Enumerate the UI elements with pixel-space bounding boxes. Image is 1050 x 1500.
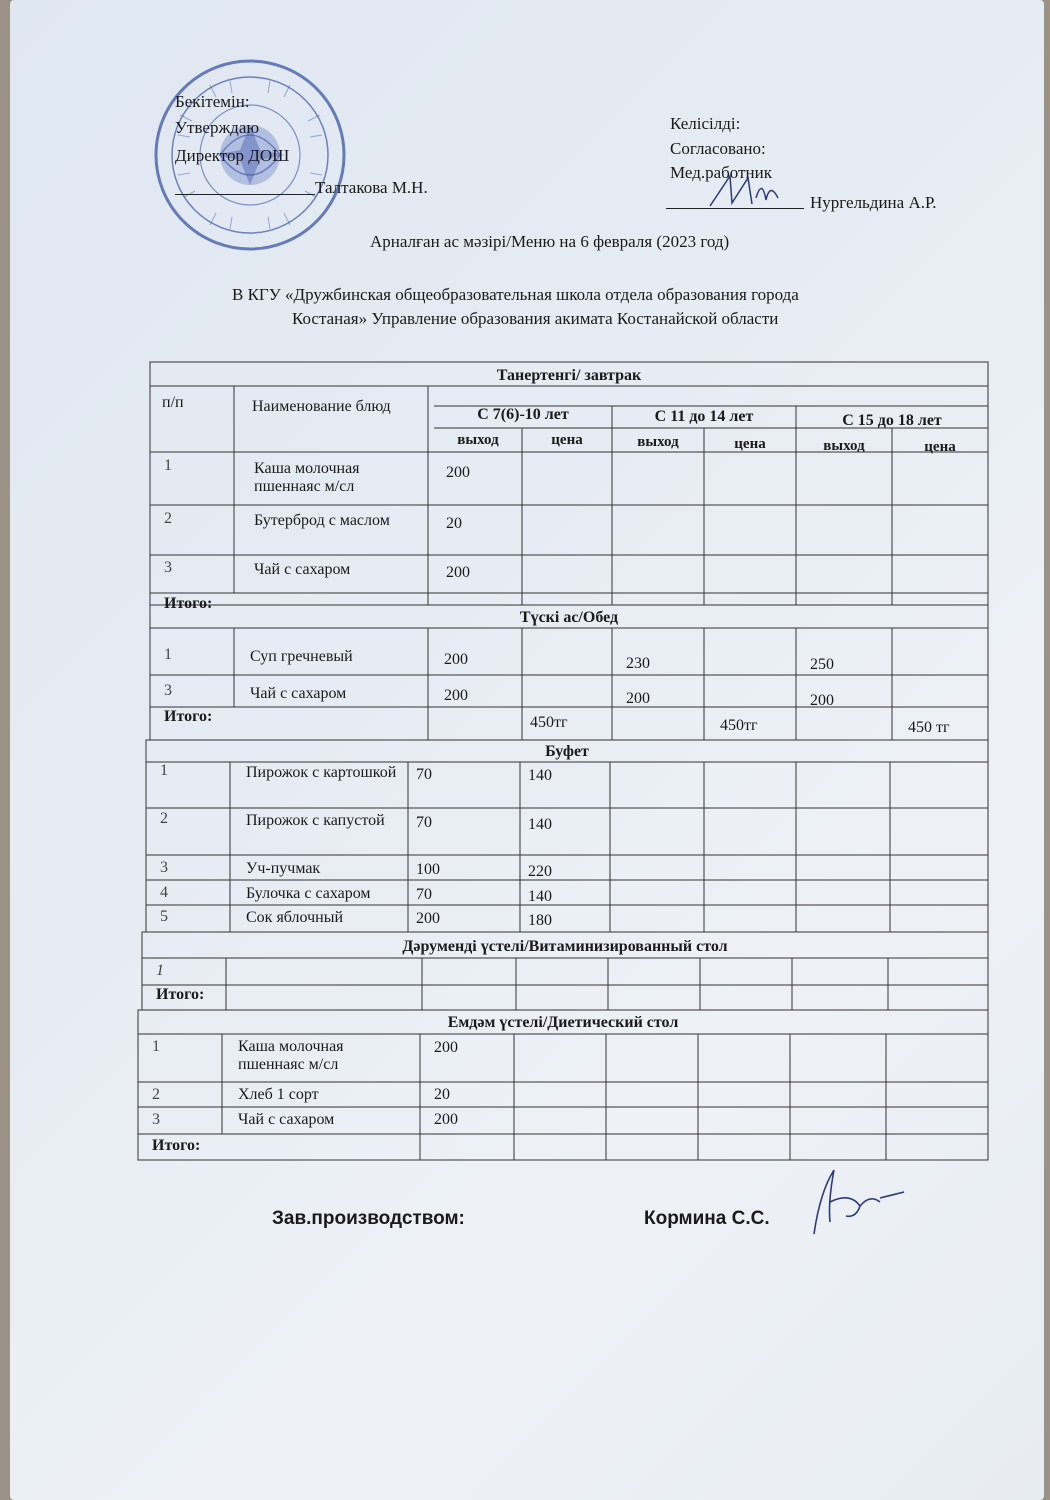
agree-ru-label: Согласовано: xyxy=(670,139,766,158)
vitamin-total-label: Итого: xyxy=(156,986,205,1003)
dish-name: Бутерброд с маслом xyxy=(254,512,390,529)
production-head-label: Зав.производством: xyxy=(272,1208,465,1229)
table-row: 3 xyxy=(164,559,172,576)
out-value: 20 xyxy=(446,515,462,532)
price-header-3: цена xyxy=(924,439,956,455)
director-title-label: Директор ДОШ xyxy=(175,146,290,165)
diet-section-title: Емдәм үстелi/Диетический стол xyxy=(447,1014,679,1031)
table-row: 1 xyxy=(160,762,168,779)
lunch-section-title: Түскі ас/Обед xyxy=(519,609,619,626)
lunch-total-price-1: 450тг xyxy=(530,714,568,731)
med-worker-label: Мед.работник xyxy=(670,163,772,182)
document-sheet xyxy=(10,0,1044,1500)
table-row: 5 xyxy=(160,908,168,925)
breakfast-total-label: Итого: xyxy=(164,595,213,612)
lunch-total-label: Итого: xyxy=(164,708,213,725)
table-row: 1 xyxy=(164,646,172,663)
dish-name: Каша молочная пшеннаяс м/сл xyxy=(238,1038,344,1074)
out-value: 200 xyxy=(434,1111,458,1128)
out-header-3: выход xyxy=(823,438,865,454)
org-line-1: В КГУ «Дружбинская общеобразовательная школа отдела образования города xyxy=(232,285,799,304)
out-value: 200 xyxy=(444,687,468,704)
diet-total-label: Итого: xyxy=(152,1137,201,1154)
price-value: 140 xyxy=(528,767,552,784)
agree-kz-label: Келісілді: xyxy=(670,114,741,133)
out-value: 70 xyxy=(416,886,432,903)
out-value: 20 xyxy=(434,1086,450,1103)
dish-name: Уч-пучмак xyxy=(246,860,321,877)
approve-kz-label: Бекітемін: xyxy=(175,92,250,111)
dish-name: Суп гречневый xyxy=(250,648,353,665)
out-header-1: выход xyxy=(457,432,499,448)
price-value: 220 xyxy=(528,863,552,880)
out-value: 250 xyxy=(810,656,834,673)
table-row: 3 xyxy=(160,859,168,876)
table-row: 1 xyxy=(152,1038,160,1055)
col-name-header: Наименование блюд xyxy=(252,398,391,415)
dish-name: Каша молочная пшеннаяс м/сл xyxy=(254,460,360,496)
table-row: 2 xyxy=(164,510,172,527)
dish-name: Хлеб 1 сорт xyxy=(238,1086,319,1103)
dish-name: Чай с сахаром xyxy=(238,1111,335,1128)
dish-name: Чай с сахаром xyxy=(254,561,351,578)
menu-title: Арналған ас мәзірі/Меню на 6 февраля (2023 год) xyxy=(370,232,730,251)
table-row: 2 xyxy=(160,810,168,827)
out-value: 200 xyxy=(416,910,440,927)
table-row: 2 xyxy=(152,1086,160,1103)
out-value: 230 xyxy=(626,655,650,672)
col-number-header: п/п xyxy=(162,394,184,411)
out-value: 70 xyxy=(416,766,432,783)
dish-name: Пирожок с капустой xyxy=(246,812,385,829)
out-value: 200 xyxy=(444,651,468,668)
table-row: 1 xyxy=(164,457,172,474)
approve-ru-label: Утверждаю xyxy=(175,118,260,137)
age-group-3-header: С 15 до 18 лет xyxy=(842,412,942,429)
price-value: 180 xyxy=(528,912,552,929)
buffet-section-title: Буфет xyxy=(545,743,589,760)
lunch-total-price-2: 450тг xyxy=(720,717,758,734)
table-row: 1 xyxy=(156,962,164,979)
vitamin-section-title: Дәрумендi үстелi/Витаминизированный стол xyxy=(402,938,728,955)
table-row: 3 xyxy=(152,1111,160,1128)
age-group-2-header: С 11 до 14 лет xyxy=(654,408,754,425)
production-head-signature xyxy=(800,1162,910,1242)
table-row: 4 xyxy=(160,884,168,901)
breakfast-section-title: Танертенгі/ завтрак xyxy=(496,367,642,384)
out-value: 200 xyxy=(626,690,650,707)
price-header-1: цена xyxy=(551,432,583,448)
price-value: 140 xyxy=(528,816,552,833)
dish-name: Чай с сахаром xyxy=(250,685,347,702)
table-row: 3 xyxy=(164,682,172,699)
production-head-name: Кормина С.С. xyxy=(644,1208,770,1229)
price-header-2: цена xyxy=(734,436,766,452)
dish-name: Пирожок с картошкой xyxy=(246,764,397,781)
out-value: 200 xyxy=(434,1039,458,1056)
director-name: Талтакова М.Н. xyxy=(315,178,428,197)
dish-name: Булочка с сахаром xyxy=(246,885,371,902)
out-value: 70 xyxy=(416,814,432,831)
out-value: 200 xyxy=(446,564,470,581)
med-worker-name: Нургельдина А.Р. xyxy=(810,193,937,212)
out-value: 100 xyxy=(416,861,440,878)
age-group-1-header: С 7(6)-10 лет xyxy=(477,406,569,423)
price-value: 140 xyxy=(528,888,552,905)
out-value: 200 xyxy=(810,692,834,709)
out-header-2: выход xyxy=(637,434,679,450)
dish-name: Сок яблочный xyxy=(246,909,344,926)
lunch-total-price-3: 450 тг xyxy=(908,719,950,736)
org-line-2: Костаная» Управление образования акимата Костанайской области xyxy=(292,309,779,328)
out-value: 200 xyxy=(446,464,470,481)
